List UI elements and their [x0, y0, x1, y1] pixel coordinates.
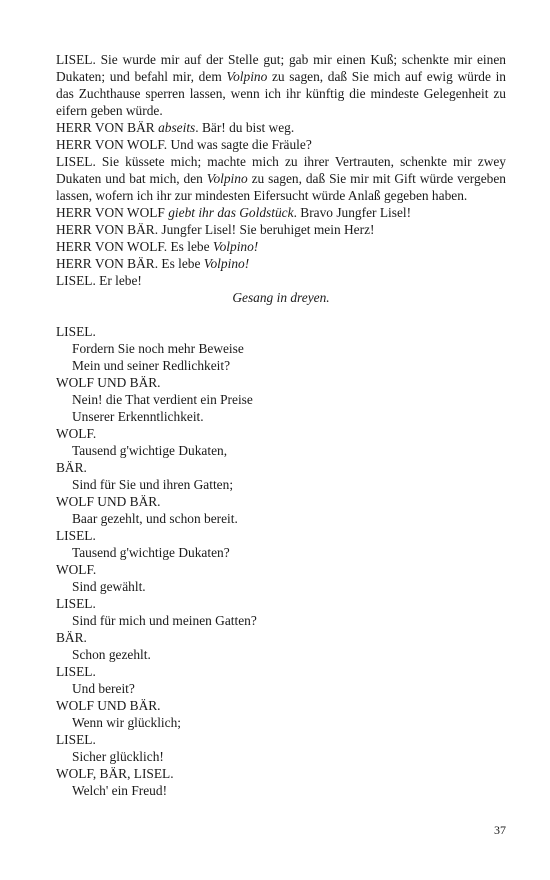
- dialogue-para: [56, 153, 506, 204]
- dialogue-text: . Bär! du bist weg.: [195, 120, 295, 135]
- song-line: Fordern Sie noch mehr Beweise: [72, 341, 244, 356]
- dialogue-text: HERR VON WOLF. Und was sagte die Fräule?: [56, 137, 312, 152]
- italic-text: Volpino: [206, 171, 248, 186]
- dialogue-line: [56, 238, 506, 255]
- song-section: [56, 323, 506, 799]
- song-line: Sind gewählt.: [72, 579, 146, 594]
- song-line: Tausend g'wichtige Dukaten?: [72, 545, 230, 560]
- italic-text: giebt ihr das Goldstück: [168, 205, 294, 220]
- song-line: Und bereit?: [72, 681, 135, 696]
- dialogue-text: HERR VON BÄR. Es lebe: [56, 256, 204, 271]
- dialogue-section: [56, 51, 506, 289]
- song-speaker: BÄR.: [56, 630, 87, 645]
- song-heading: Gesang in dreyen.: [232, 290, 330, 305]
- italic-text: abseits: [158, 120, 196, 135]
- song-speaker: LISEL.: [56, 324, 96, 339]
- song-line: Sind für mich und meinen Gatten?: [72, 613, 257, 628]
- song-speaker: LISEL.: [56, 732, 96, 747]
- song-speaker: WOLF.: [56, 426, 97, 441]
- song-line: Sicher glücklich!: [72, 749, 164, 764]
- song-speaker: LISEL.: [56, 664, 96, 679]
- song-speaker: BÄR.: [56, 460, 87, 475]
- dialogue-line: [56, 272, 506, 289]
- song-line: Baar gezehlt, und schon bereit.: [72, 511, 238, 526]
- song-speaker: WOLF, BÄR, LISEL.: [56, 766, 174, 781]
- dialogue-text: zu sagen, daß Sie mich auf ewig würde in das Zuchthause sperren lassen, wenn ich ihr künftig die mindeste Gelegenheit zu eifern geben würde.: [56, 69, 506, 118]
- song-speaker: WOLF UND BÄR.: [56, 375, 161, 390]
- page-number: 37: [494, 823, 506, 837]
- dialogue-line: [56, 119, 506, 136]
- song-speaker: WOLF UND BÄR.: [56, 698, 161, 713]
- dialogue-line: [56, 255, 506, 272]
- dialogue-text: zu sagen, daß Sie mir mit Gift würde vergeben lassen, wofern ich ihr zur mindesten Eifersucht würde Anlaß gegeben haben.: [56, 171, 506, 203]
- dialogue-para: [56, 51, 506, 119]
- dialogue-text: HERR VON WOLF: [56, 205, 169, 220]
- italic-text: Volpino!: [212, 239, 259, 254]
- dialogue-text: HERR VON WOLF. Es lebe: [56, 239, 213, 254]
- song-speaker: LISEL.: [56, 528, 96, 543]
- song-line: Schon gezehlt.: [72, 647, 151, 662]
- page-content: [56, 51, 506, 799]
- song-speaker: WOLF UND BÄR.: [56, 494, 161, 509]
- song-line: Wenn wir glücklich;: [72, 715, 181, 730]
- dialogue-line: [56, 204, 506, 221]
- dialogue-text: . Bravo Jungfer Lisel!: [293, 205, 412, 220]
- dialogue-text: LISEL. Sie küssete mich; machte mich zu ihrer Vertrauten, schenkte mir zwey Dukaten und bat mich, den: [56, 154, 506, 186]
- italic-text: Volpino: [226, 69, 268, 84]
- dialogue-line: [56, 221, 506, 238]
- song-line: Mein und seiner Redlichkeit?: [72, 358, 231, 373]
- dialogue-line: [56, 136, 506, 153]
- song-speaker: WOLF.: [56, 562, 97, 577]
- dialogue-text: HERR VON BÄR. Jungfer Lisel! Sie beruhiget mein Herz!: [56, 222, 375, 237]
- song-speaker: LISEL.: [56, 596, 96, 611]
- italic-text: Volpino!: [203, 256, 250, 271]
- song-line: Nein! die That verdient ein Preise: [72, 392, 253, 407]
- song-line: Tausend g'wichtige Dukaten,: [72, 443, 228, 458]
- song-line: Welch' ein Freud!: [72, 783, 168, 798]
- dialogue-text: LISEL. Er lebe!: [56, 273, 142, 288]
- song-line: Sind für Sie und ihren Gatten;: [72, 477, 234, 492]
- dialogue-text: LISEL. Sie wurde mir auf der Stelle gut; gab mir einen Kuß; schenkte mir einen Dukaten; und befahl mir, dem: [56, 52, 506, 84]
- song-line: Unserer Erkenntlichkeit.: [72, 409, 204, 424]
- dialogue-text: HERR VON BÄR: [56, 120, 159, 135]
